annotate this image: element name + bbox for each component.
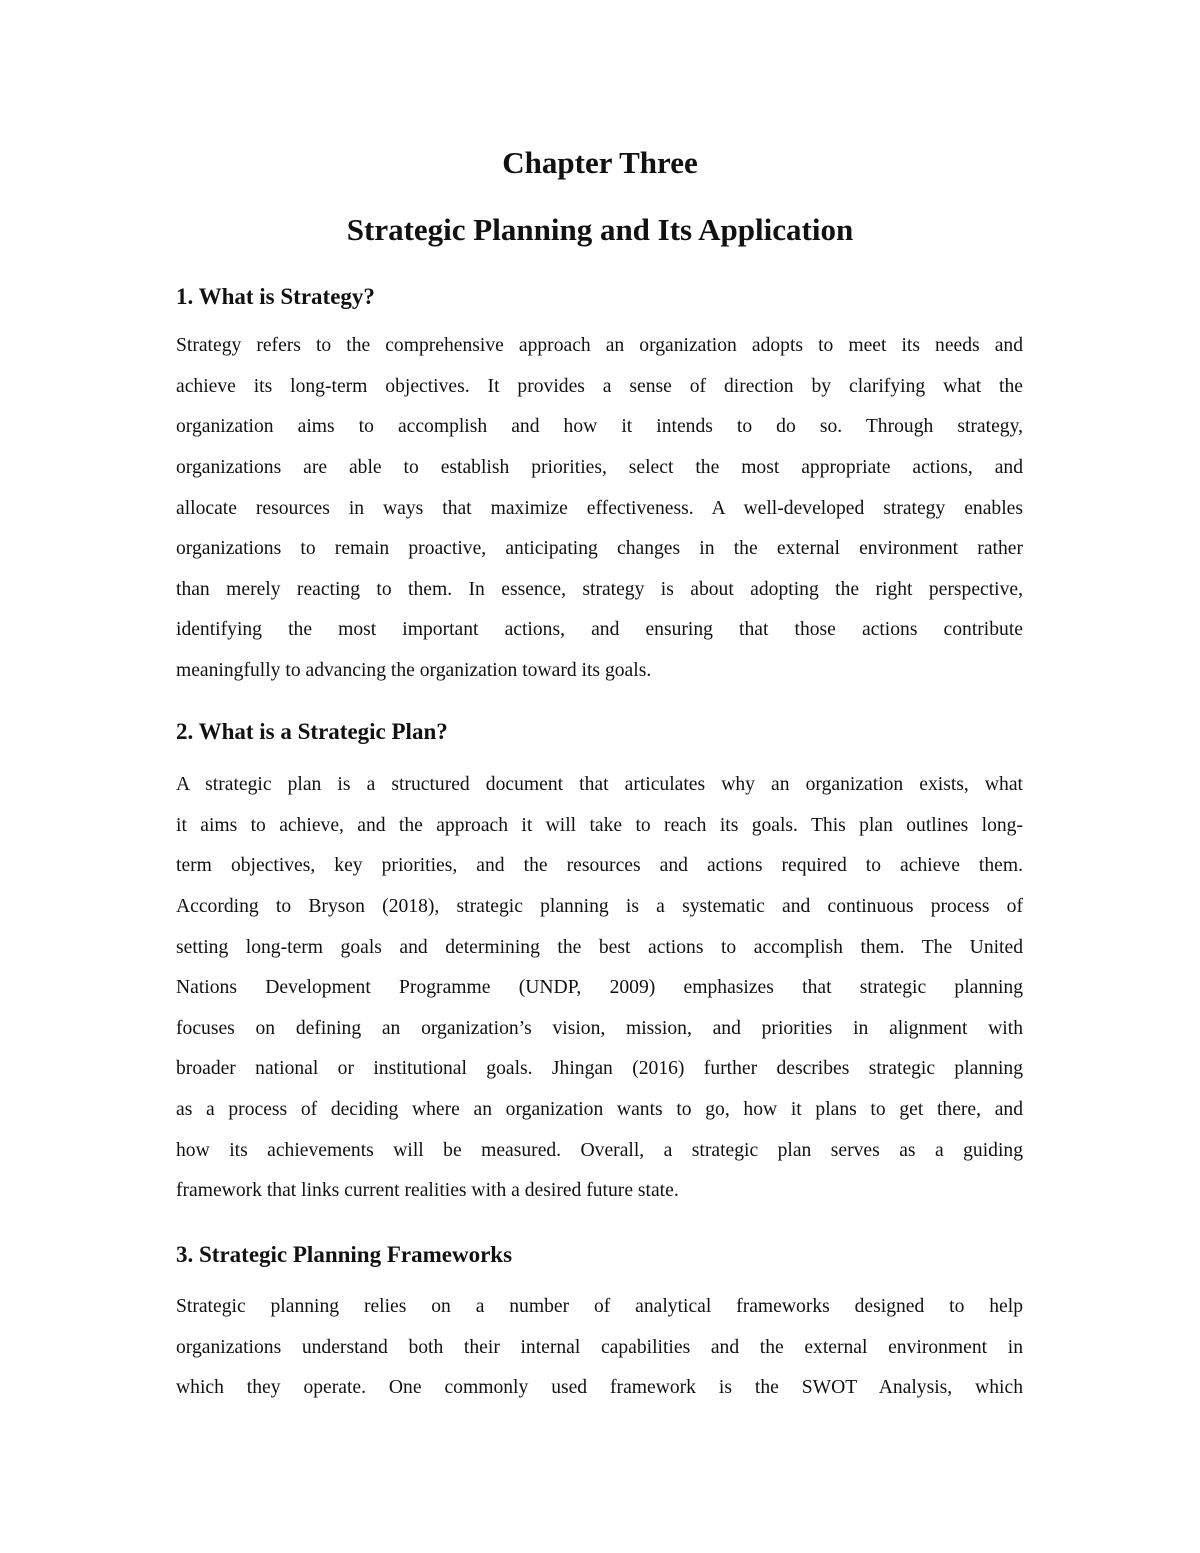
paragraph-line: organizations understand both their internal capabilities and the external environment in <box>176 1336 1023 1358</box>
paragraph-line: focuses on defining an organization’s vision, mission, and priorities in alignment with <box>176 1017 1023 1039</box>
paragraph-line: framework that links current realities with a desired future state. <box>176 1180 679 1202</box>
section-paragraph <box>176 326 1023 692</box>
paragraph-line: organizations are able to establish priorities, select the most appropriate actions, and <box>176 456 1023 478</box>
section-heading: 1. What is Strategy? <box>176 284 375 309</box>
paragraph-line: Strategic planning relies on a number of analytical frameworks designed to help <box>176 1296 1023 1317</box>
paragraph-line: A strategic plan is a structured document that articulates why an organization exists, what <box>176 774 1023 795</box>
paragraph-line: allocate resources in ways that maximize effectiveness. A well-developed strategy enables <box>176 497 1023 519</box>
paragraph-line: term objectives, key priorities, and the resources and actions required to achieve them. <box>176 855 1023 877</box>
paragraph-line: organizations to remain proactive, anticipating changes in the external environment rather <box>176 538 1023 560</box>
paragraph-line: achieve its long-term objectives. It provides a sense of direction by clarifying what the <box>176 375 1023 397</box>
section-heading: 2. What is a Strategic Plan? <box>176 719 448 744</box>
paragraph-line: setting long-term goals and determining the best actions to accomplish them. The United <box>176 936 1023 958</box>
paragraph-line: According to Bryson (2018), strategic planning is a systematic and continuous process of <box>176 895 1023 917</box>
paragraph-line: broader national or institutional goals. Jhingan (2016) further describes strategic planning <box>176 1058 1023 1080</box>
paragraph-line: it aims to achieve, and the approach it will take to reach its goals. This plan outlines long- <box>176 814 1023 836</box>
chapter-title: Chapter Three <box>502 145 698 180</box>
paragraph-line: Nations Development Programme (UNDP, 2009) emphasizes that strategic planning <box>176 977 1023 999</box>
paragraph-line: than merely reacting to them. In essence, strategy is about adopting the right perspective, <box>176 578 1023 600</box>
document-title: Strategic Planning and Its Application <box>346 212 854 247</box>
section-paragraph <box>176 1287 1023 1409</box>
paragraph-line: meaningfully to advancing the organization toward its goals. <box>176 660 652 682</box>
paragraph-line: identifying the most important actions, and ensuring that those actions contribute <box>176 619 1023 641</box>
section-paragraph <box>176 765 1023 1212</box>
paragraph-line: how its achievements will be measured. Overall, a strategic plan serves as a guiding <box>176 1139 1023 1161</box>
section-heading: 3. Strategic Planning Frameworks <box>176 1242 513 1267</box>
paragraph-line: Strategy refers to the comprehensive approach an organization adopts to meet its needs and <box>176 335 1023 356</box>
paragraph-line: which they operate. One commonly used framework is the SWOT Analysis, which <box>176 1377 1023 1399</box>
paragraph-line: as a process of deciding where an organization wants to go, how it plans to get there, and <box>176 1099 1023 1121</box>
paragraph-line: organization aims to accomplish and how it intends to do so. Through strategy, <box>176 416 1023 438</box>
